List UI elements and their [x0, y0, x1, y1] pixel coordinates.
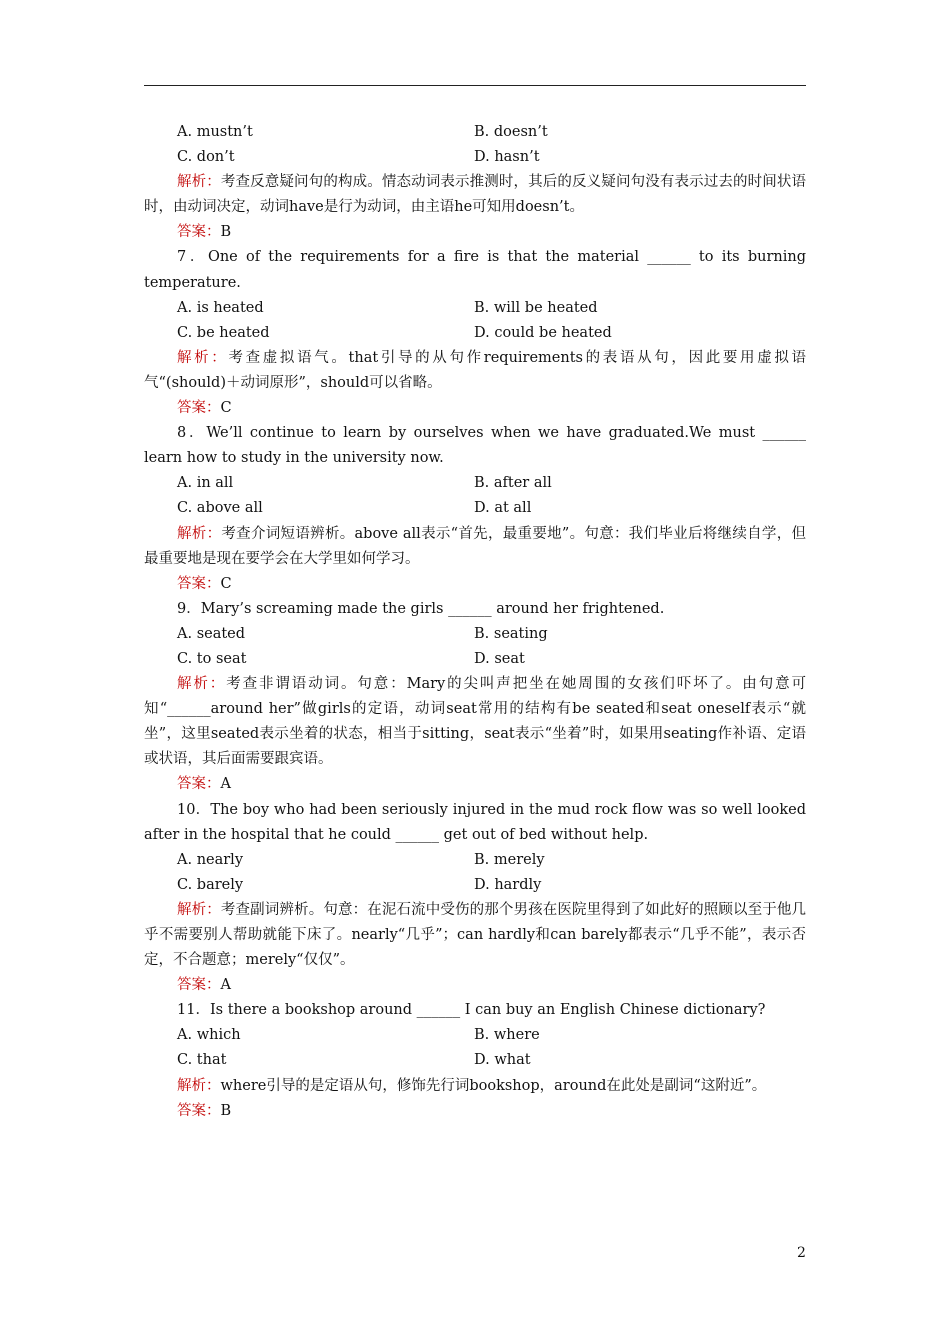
q7-option-a: A. is heated: [177, 299, 264, 316]
q8-option-b: B. after all: [474, 475, 552, 492]
q7-options-row-1: [144, 296, 806, 321]
q8-options-row-1: [144, 471, 806, 496]
q10-option-d: D. hardly: [474, 876, 542, 893]
q8-option-c: C. above all: [177, 500, 263, 517]
q8-analysis-text: 考查介词短语辨析。above all表示“首先，最重要地”。句意：我们毕业后将继续自学，但最重要地是现在要学会在大学里如何学习。: [144, 525, 807, 567]
q9-answer-label: 答案：: [177, 776, 221, 793]
q10-stem: 10．The boy who had been seriously injured in the mud rock flow was so well looked after in the hospital that he could ______ get out of bed without help.: [144, 801, 806, 843]
q9-answer: [144, 772, 806, 797]
q9-option-b: B. seating: [474, 625, 548, 642]
q7-stem: 7．One of the requirements for a fire is that the material ______ to its burning temperature.: [144, 249, 806, 291]
q10-options-row-1: [144, 848, 806, 873]
q11-option-c: C. that: [177, 1052, 227, 1069]
q11-options-row-2: [144, 1048, 806, 1073]
q8-stem: 8．We’ll continue to learn by ourselves when we have graduated.We must ______ learn how to study in the university now.: [144, 425, 806, 467]
q10-answer-label: 答案：: [177, 977, 221, 994]
q7-option-b: B. will be heated: [474, 299, 598, 316]
q6-options-row-2: [144, 145, 806, 170]
q11-answer-label: 答案：: [177, 1102, 221, 1119]
q6-options-row-1: [144, 120, 806, 145]
q8-answer: [144, 572, 806, 597]
q7-analysis-label: 解析：: [177, 349, 229, 366]
q7-answer: [144, 396, 806, 421]
q6-option-d: D. hasn’t: [474, 149, 540, 166]
q11-option-a: A. which: [177, 1027, 241, 1044]
q9-options-row-1: [144, 622, 806, 647]
q6-answer-value: B: [220, 224, 232, 241]
q10-options-row-2: [144, 873, 806, 898]
q11-options-row-1: [144, 1023, 806, 1048]
q10-analysis-text: 考查副词辨析。句意：在泥石流中受伤的那个男孩在医院里得到了如此好的照顾以至于他几乎不需要别人帮助就能下床了。nearly“几乎”；can hardly和can barely都表示“几乎不能”，表示否定，不合题意；merely“仅仅”。: [144, 901, 807, 969]
q10-option-b: B. merely: [474, 851, 545, 868]
q6-analysis-label: 解析：: [177, 174, 221, 191]
q9-answer-value: A: [220, 776, 231, 793]
q11-stem: 11．Is there a bookshop around ______ I can buy an English Chinese dictionary?: [177, 1002, 766, 1019]
q10-answer: [144, 973, 806, 998]
q6-option-b: B. doesn’t: [474, 124, 548, 140]
q6-analysis: [144, 170, 806, 220]
q8-option-a: A. in all: [177, 475, 234, 492]
q11-analysis: [144, 1074, 806, 1099]
q7-analysis-text: 考查虚拟语气。that引导的从句作requirements的表语从句，因此要用虚拟语气“(should)＋动词原形”，should可以省略。: [144, 349, 807, 391]
q9-analysis-label: 解析：: [177, 676, 227, 693]
q9-option-a: A. seated: [177, 625, 246, 642]
page-number: 2: [797, 1245, 806, 1261]
q10-option-a: A. nearly: [177, 851, 244, 868]
q9-analysis: [144, 672, 806, 772]
q6-option-a: A. mustn’t: [177, 124, 253, 140]
header-rule: [144, 85, 806, 86]
q11-analysis-text: where引导的是定语从句，修饰先行词bookshop，around在此处是副词“这附近”。: [220, 1077, 767, 1094]
q7-option-c: C. be heated: [177, 324, 270, 341]
q10-answer-value: A: [220, 977, 231, 994]
q6-answer-label: 答案：: [177, 224, 221, 241]
q6-answer: [144, 220, 806, 245]
q8-option-d: D. at all: [474, 500, 532, 517]
q7-answer-label: 答案：: [177, 400, 221, 417]
q9-options-row-2: [144, 647, 806, 672]
q9-option-d: D. seat: [474, 650, 525, 667]
q6-option-c: C. don’t: [177, 149, 235, 166]
q7-option-d: D. could be heated: [474, 324, 612, 341]
q9-stem: 9．Mary’s screaming made the girls ______ around her frightened.: [177, 600, 665, 617]
q7-answer-value: C: [220, 400, 232, 417]
q9-option-c: C. to seat: [177, 650, 247, 667]
q11-option-d: D. what: [474, 1052, 531, 1069]
q10-analysis: [144, 898, 806, 973]
q8-options-row-2: [144, 496, 806, 521]
q10-analysis-label: 解析：: [177, 901, 221, 918]
q10-option-c: C. barely: [177, 876, 244, 893]
q11-answer: [144, 1099, 806, 1124]
q11-analysis-label: 解析：: [177, 1077, 221, 1094]
q7-options-row-2: [144, 321, 806, 346]
q7-analysis: [144, 346, 806, 396]
q11-answer-value: B: [220, 1102, 232, 1119]
q8-analysis: [144, 522, 806, 572]
q8-answer-value: C: [220, 575, 232, 592]
q8-answer-label: 答案：: [177, 575, 221, 592]
q9-analysis-text: 考查非谓语动词。句意：Mary的尖叫声把坐在她周围的女孩们吓坏了。由句意可知“______around her”做girls的定语，动词seat常用的结构有be seated和seat oneself表示“就坐”，这里seated表示坐着的状态，相当于sitting，seat表示“坐着”时，如果用seating作补语、定语或状语，其后面需要跟宾语。: [144, 676, 806, 768]
q8-analysis-label: 解析：: [177, 525, 222, 542]
q11-option-b: B. where: [474, 1027, 540, 1044]
q6-analysis-text: 考查反意疑问句的构成。情态动词表示推测时，其后的反义疑问句没有表示过去的时间状语时，由动词决定，动词have是行为动词，由主语he可知用doesn’t。: [144, 174, 807, 216]
page-content: [144, 120, 806, 1124]
